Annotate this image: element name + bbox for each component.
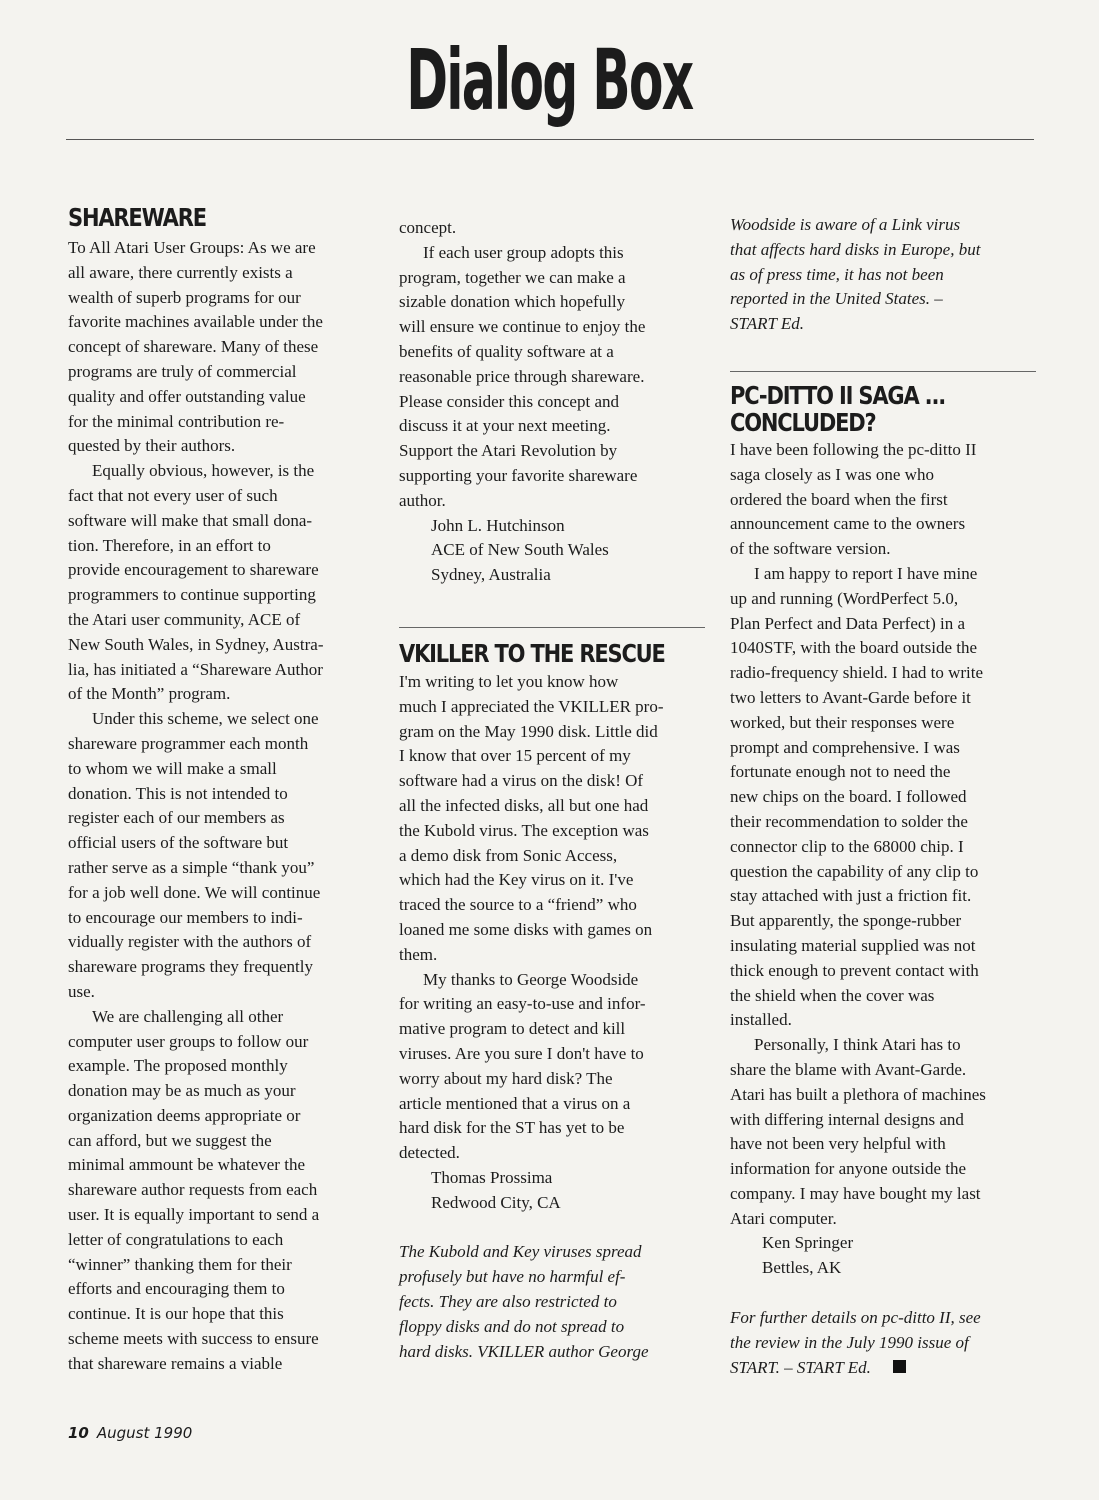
text-line: shareware author requests from each [68, 1180, 318, 1200]
text-line: which had the Key virus on it. I've [399, 870, 634, 890]
text-line: for a job well done. We will continue [68, 882, 321, 902]
text-line: to whom we will make a small [68, 758, 277, 778]
text-line: fact that not every user of such [68, 485, 278, 505]
text-line: installed. [730, 1010, 792, 1030]
text-line: Sydney, Australia [431, 565, 551, 585]
text-line: quested by their authors. [68, 436, 236, 456]
text-line: mative program to detect and kill [399, 1019, 626, 1039]
text-line: thick enough to prevent contact with [730, 960, 979, 980]
text-line: wealth of superb programs for our [68, 287, 301, 307]
text-line: concept. [399, 218, 457, 237]
pcditto-heading-line-1: PC-DITTO II SAGA ... [730, 380, 946, 410]
text-line: START. – START Ed. [730, 1356, 1036, 1381]
text-line: donation may be as much as your [68, 1081, 296, 1101]
text-line: favorite machines available under the [68, 312, 323, 332]
text-line: floppy disks and do not spread to [399, 1316, 625, 1336]
text-line: Please consider this concept and [399, 391, 619, 411]
text-line: detected. [399, 1143, 460, 1163]
text-line: two letters to Avant-Garde before it [730, 687, 971, 707]
section-rule [399, 627, 705, 628]
text-line: shareware programmer each month [68, 733, 309, 753]
text-line: But apparently, the sponge-rubber [730, 911, 962, 931]
text-line: concept of shareware. Many of these [68, 337, 319, 357]
text-line: tion. Therefore, in an effort to [68, 535, 271, 555]
text-line: official users of the software but [68, 833, 289, 853]
text-line: programmers to continue supporting [68, 585, 316, 605]
text-line: reasonable price through shareware. [399, 366, 645, 386]
text-line: discuss it at your next meeting. [399, 416, 611, 436]
text-line: their recommendation to solder the [730, 811, 968, 831]
text-line: Personally, I think Atari has to [754, 1035, 961, 1055]
text-line: new chips on the board. I followed [730, 787, 967, 807]
text-line: information for anyone outside the [730, 1159, 967, 1179]
text-line: We are challenging all other [92, 1006, 284, 1026]
text-line: hard disks. VKILLER author George [399, 1341, 649, 1361]
text-line: of the Month” program. [68, 684, 231, 704]
vkiller-heading: VKILLER TO THE RESCUE [399, 638, 665, 668]
text-line: viruses. Are you sure I don't have to [399, 1043, 644, 1063]
text-line: scheme meets with success to ensure [68, 1329, 319, 1349]
text-line: user. It is equally important to send a [68, 1205, 320, 1225]
text-line: software had a virus on the disk! Of [399, 771, 644, 791]
text-line: efforts and encouraging them to [68, 1279, 285, 1299]
text-line: My thanks to George Woodside [423, 969, 639, 989]
text-line: John L. Hutchinson [431, 515, 565, 535]
text-line: ordered the board when the first [730, 489, 948, 509]
text-line: the shield when the cover was [730, 985, 935, 1005]
text-line: program, together we can make a [399, 267, 626, 287]
text-line: the Kubold virus. The exception was [399, 820, 649, 840]
text-line: Under this scheme, we select one [92, 709, 319, 729]
text-line: benefits of quality software at a [399, 341, 614, 361]
text-line: that affects hard disks in Europe, but [730, 239, 981, 259]
text-line: lia, has initiated a “Shareware Author [68, 659, 323, 679]
text-line: minimal ammount be whatever the [68, 1155, 305, 1175]
shareware-body-continued [399, 216, 705, 588]
text-line: continue. It is our hope that this [68, 1304, 284, 1324]
text-line: reported in the United States. – [730, 289, 943, 309]
text-line: of the software version. [730, 539, 891, 559]
text-line: radio-frequency shield. I had to write [730, 663, 984, 683]
text-line: I have been following the pc-ditto II [730, 439, 977, 459]
text-line: Support the Atari Revolution by [399, 441, 618, 461]
text-line: Equally obvious, however, is the [92, 461, 315, 481]
shareware-body [68, 236, 374, 1377]
text-line: profusely but have no harmful ef- [399, 1267, 626, 1287]
text-line: them. [399, 944, 438, 964]
text-line: for writing an easy-to-use and infor- [399, 994, 646, 1014]
text-line: sizable donation which hopefully [399, 292, 626, 312]
text-line: stay attached with just a friction fit. [730, 886, 972, 906]
text-line: To All Atari User Groups: As we are [68, 238, 316, 257]
text-line: programs are truly of commercial [68, 361, 297, 381]
text-line: much I appreciated the VKILLER pro- [399, 696, 664, 716]
text-line: a demo disk from Sonic Access, [399, 845, 618, 865]
text-line: example. The proposed monthly [68, 1056, 288, 1076]
text-line: all aware, there currently exists a [68, 262, 293, 282]
text-line: company. I may have bought my last [730, 1183, 981, 1203]
text-line: to encourage our members to indi- [68, 907, 303, 927]
text-line: If each user group adopts this [423, 242, 624, 262]
text-line: up and running (WordPerfect 5.0, [730, 588, 959, 608]
text-line: with differing internal designs and [730, 1109, 964, 1129]
text-line: register each of our members as [68, 808, 285, 828]
vkiller-body [399, 670, 705, 1365]
text-line: “winner” thanking them for their [68, 1254, 292, 1274]
text-line: loaned me some disks with games on [399, 919, 653, 939]
text-line: Bettles, AK [762, 1258, 842, 1278]
issue-date: August 1990 [96, 1424, 193, 1442]
text-line: ACE of New South Wales [431, 540, 609, 560]
text-line: connector clip to the 68000 chip. I [730, 836, 964, 856]
text-line: traced the source to a “friend” who [399, 895, 637, 915]
text-line: For further details on pc-ditto II, see [730, 1308, 981, 1328]
text-line: rather serve as a simple “thank you” [68, 857, 315, 877]
text-line: Atari computer. [730, 1208, 837, 1228]
masthead-rule [66, 139, 1034, 140]
pcditto-body [730, 438, 1036, 1380]
text-line: START Ed. [730, 314, 804, 334]
text-line: Woodside is aware of a Link virus [730, 215, 961, 234]
text-line: worked, but their responses were [730, 712, 955, 732]
text-line: Thomas Prossima [431, 1167, 553, 1187]
text-line: computer user groups to follow our [68, 1031, 309, 1051]
text-line: the Atari user community, ACE of [68, 609, 301, 629]
text-line: New South Wales, in Sydney, Austra- [68, 634, 324, 654]
text-line: share the blame with Avant-Garde. [730, 1059, 967, 1079]
text-line: quality and offer outstanding value [68, 386, 306, 406]
text-line: donation. This is not intended to [68, 783, 288, 803]
text-line: 1040STF, with the board outside the [730, 638, 978, 658]
text-line: fects. They are also restricted to [399, 1292, 617, 1312]
text-line: fortunate enough not to need the [730, 762, 951, 782]
vkiller-editor-note [730, 213, 1036, 337]
text-line: prompt and comprehensive. I was [730, 737, 960, 757]
text-line: I know that over 15 percent of my [399, 746, 631, 766]
text-line: as of press time, it has not been [730, 264, 944, 284]
text-line: the review in the July 1990 issue of [730, 1332, 969, 1352]
end-of-article-mark [893, 1360, 906, 1373]
section-rule [730, 371, 1036, 372]
text-line: worry about my hard disk? The [399, 1068, 613, 1088]
column-1 [68, 204, 374, 1377]
text-line: gram on the May 1990 disk. Little did [399, 721, 658, 741]
text-line: use. [68, 981, 95, 1001]
text-line: The Kubold and Key viruses spread [399, 1242, 642, 1262]
text-line: have not been very helpful with [730, 1134, 946, 1154]
text-line: I am happy to report I have mine [754, 563, 978, 583]
text-line: Redwood City, CA [431, 1192, 561, 1212]
text-line: question the capability of any clip to [730, 861, 979, 881]
masthead-title: Dialog Box [406, 31, 693, 129]
text-line: saga closely as I was one who [730, 464, 934, 484]
page-footer [68, 1424, 192, 1442]
text-line: announcement came to the owners [730, 514, 966, 534]
text-line: shareware programs they frequently [68, 957, 313, 977]
text-line: insulating material supplied was not [730, 935, 976, 955]
text-line: can afford, but we suggest the [68, 1130, 272, 1150]
text-line: hard disk for the ST has yet to be [399, 1118, 625, 1138]
column-3 [730, 213, 1036, 1380]
page-number: 10 [68, 1424, 89, 1442]
text-line: supporting your favorite shareware [399, 465, 638, 485]
text-line: provide encouragement to shareware [68, 560, 319, 580]
column-2 [399, 216, 705, 1364]
text-line: that shareware remains a viable [68, 1353, 283, 1373]
text-line: author. [399, 490, 446, 510]
text-line: will ensure we continue to enjoy the [399, 317, 646, 337]
pcditto-heading [730, 382, 987, 438]
text-line: vidually register with the authors of [68, 932, 312, 952]
text-line: Plan Perfect and Data Perfect) in a [730, 613, 966, 633]
text-line: I'm writing to let you know how [399, 671, 619, 691]
text-line: software will make that small dona- [68, 510, 313, 530]
text-line: letter of congratulations to each [68, 1229, 284, 1249]
text-line: Ken Springer [762, 1233, 854, 1253]
pcditto-heading-line-2: CONCLUDED? [730, 407, 876, 437]
text-line: for the minimal contribution re- [68, 411, 285, 431]
text-line: all the infected disks, all but one had [399, 795, 649, 815]
text-line: organization deems appropriate or [68, 1105, 301, 1125]
shareware-heading: SHAREWARE [68, 203, 206, 232]
text-line: Atari has built a plethora of machines [730, 1084, 986, 1104]
text-line: article mentioned that a virus on a [399, 1093, 631, 1113]
